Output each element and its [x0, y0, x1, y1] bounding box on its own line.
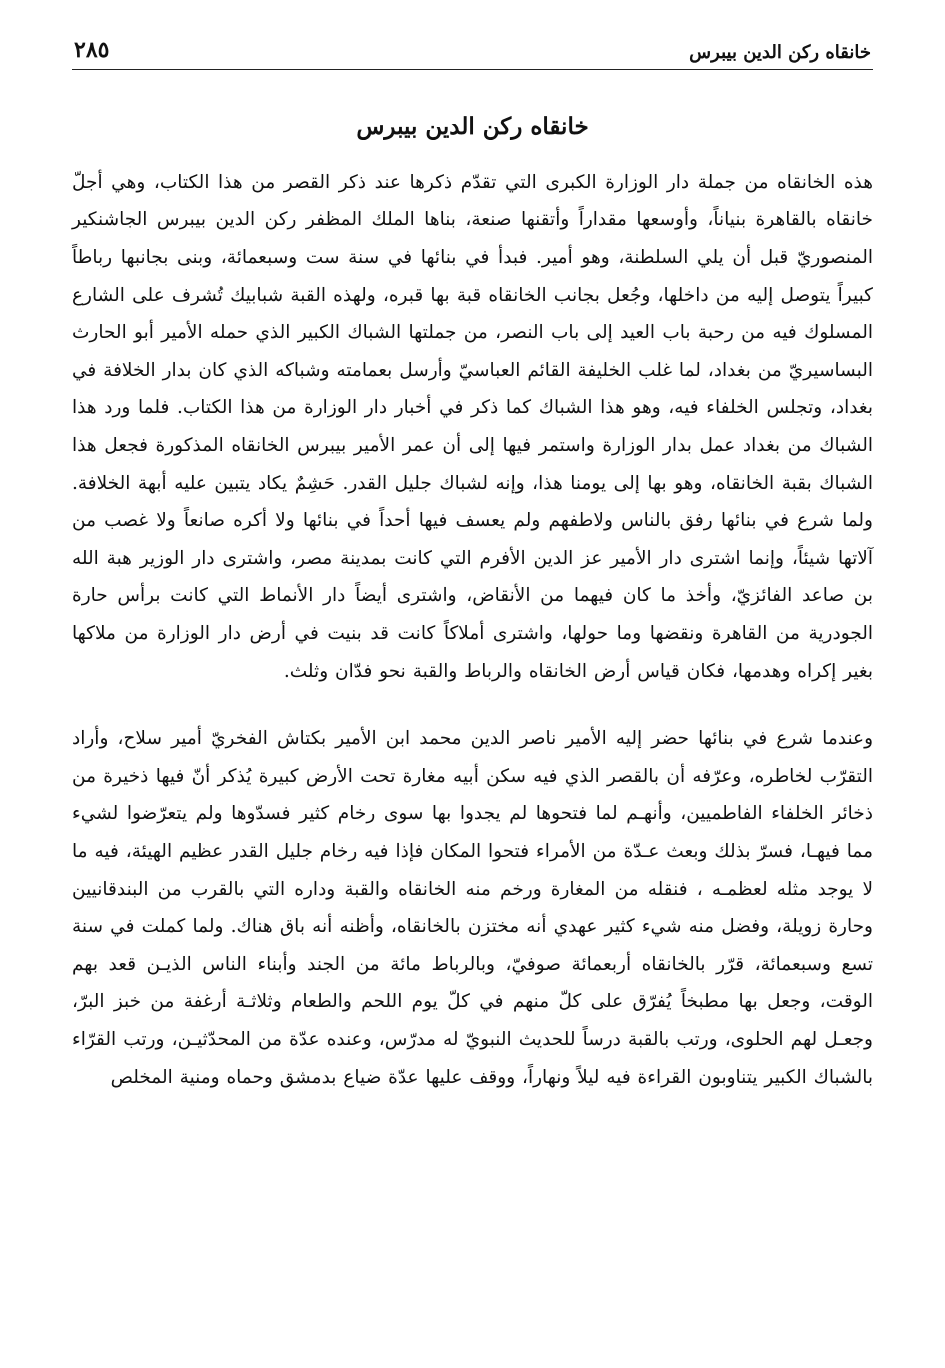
paragraph-2: وعندما شرع في بنائها حضر إليه الأمير ناصر الدين محمد ابن الأمير بكتاش الفخريّ أمير سلاح، وأراد التقرّب لخاطره، وعرّفه أن بالقصر الذي فيه سكن أبيه مغارة تحت الأرض كبيرة يُذكر أنّ فيها ذخيرة من ذخائر الخلفاء الفاطميين، وأنهـم لما فتحوها لم يجدوا بها سوى رخام كثير فسدّوها ولم يتعرّضوا لشيء مما فيهـا، فسرّ بذلك وبعث عـدّة من الأمراء فتحوا المكان فإذا فيه رخام جليل القدر عظيم الهيئة، فيه ما لا يوجد مثله لعظمـه ، فنقله من المغارة ورخم منه الخانقاه والقبة وداره التي بالقرب من البندقانيين وحارة زويلة، وفضل منه شيء كثير عهدي أنه مختزن بالخانقاه، وأظنه أنه باق هناك. ولما كملت في سنة تسع وسبعمائة، قرّر بالخانقاه أربعمائة صوفيّ، وبالرباط مائة من الجند وأبناء الناس الذيـن قعد بهم الوقت، وجعل بها مطبخاً يُفرّق على كلّ منهم في كلّ يوم اللحم والطعام وثلاثـة أرغفة من خبز البرّ، وجعـل لهم الحلوى، ورتب بالقبة درساً للحديث النبويّ له مدرّس، وعنده عدّة من المحدّثيـن، ورتب القرّاء بالشباك الكبير يتناوبون القراءة فيه ليلاً ونهاراً، ووقف عليها عدّة ضياع بدمشق وحماه ومنية المخلص: [72, 728, 873, 1088]
page-number: ٢٨٥: [74, 37, 110, 63]
running-header: [72, 30, 873, 70]
section-title: خانقاه ركن الدين بيبرس: [356, 113, 589, 140]
running-title: خانقاه ركن الدين بيبرس: [689, 42, 871, 63]
paragraph-1: هذه الخانقاه من جملة دار الوزارة الكبرى التي تقدّم ذكرها عند ذكر القصر من هذا الكتاب، وهي أجلّ خانقاه بالقاهرة بنياناً، وأوسعها مقداراً وأتقنها صنعة، بناها الملك المظفر ركن الدين بيبرس الجاشنكير المنصوريّ قبل أن يلي السلطنة، وهو أمير. فبدأ في بنائها في سنة ست وسبعمائة، وبنى بجانبها رباطاً كبيراً يتوصل إليه من داخلها، وجُعل بجانب الخانقاه قبة بها قبره، ولهذه القبة شبابيك تُشرف على الشارع المسلوك فيه من رحبة باب العيد إلى باب النصر، من جملتها الشباك الكبير الذي حمله الأمير أبو الحارث البساسيريّ من بغداد، لما غلب الخليفة القائم العباسيّ وأرسل بعمامته وشباكه الذي كان بدار الخلافة في بغداد، وتجلس الخلفاء فيه، وهو هذا الشباك كما ذكر في أخبار دار الوزارة من هذا الكتاب. فلما ورد هذا الشباك من بغداد عمل بدار الوزارة واستمر فيها إلى أن عمر الأمير بيبرس الخانقاه المذكورة فجعل هذا الشباك بقبة الخانقاه، وهو بها إلى يومنا هذا، وإنه لشباك جليل القدر. حَشِمٌ يكاد يتبين عليه أبهة الخلافة. ولما شرع في بنائها رفق بالناس ولاطفهم ولم يعسف فيها أحداً في بنائها ولا أكره صانعاً ولا غصب من آلاتها شيئاً، وإنما اشترى دار الأمير عز الدين الأفرم التي كانت بمدينة مصر، واشترى دار الوزير هبة الله بن صاعد الفائزيّ، وأخذ ما كان فيهما من الأنقاض، واشترى أيضاً دار الأنماط التي كانت برأس حارة الجودرية من القاهرة ونقضها وما حولها، واشترى أملاكاً كانت قد بنيت في أرض دار الوزارة من ملاكها بغير إكراه وهدمها، فكان قياس أرض الخانقاه والرباط والقبة نحو فدّان وثلث.: [72, 171, 873, 682]
